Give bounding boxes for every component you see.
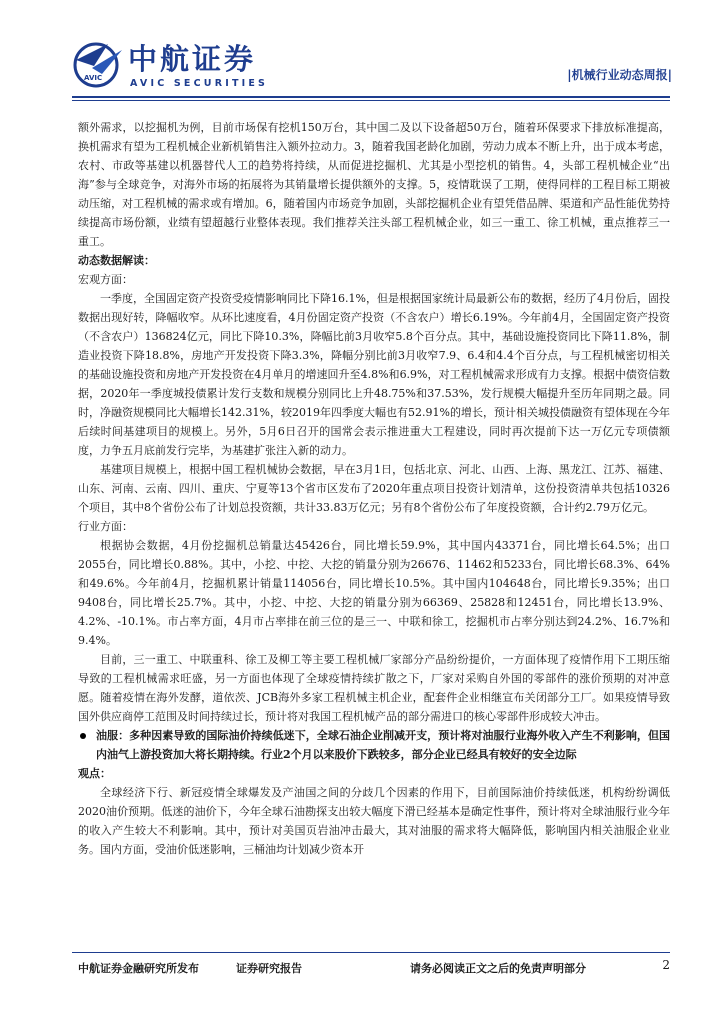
macro-label: 宏观方面： xyxy=(78,273,133,286)
footer-divider xyxy=(72,952,670,953)
brand-name-en: AVIC SECURITIES xyxy=(130,78,269,89)
footer-doc-type: 证券研究报告 xyxy=(236,962,302,975)
report-type-label: |机械行业动态周报| xyxy=(567,68,672,82)
oil-services-text: 油服：多种因素导致的国际油价持续低迷下，全球石油企业削减开支，预计将对油服行业海外收入产生不利影响，但国内油气上游投资加大将长期持续。行业2个月以来股价下跌较多，部分企业已经具有较好的安全边际 xyxy=(96,729,670,761)
page-header xyxy=(72,40,672,102)
industry-label: 行业方面： xyxy=(78,520,133,533)
page-number: 2 xyxy=(662,958,670,972)
industry-paragraph-1: 根据协会数据，4月份挖掘机总销量达45426台，同比增长59.9%，其中国内43371台，同比增长64.5%；出口2055台，同比增长0.88%。其中，小挖、中挖、大挖的销量分别为26676、11462和5233台，同比增长68.3%、64%和49.6%。今年前4月，挖掘机累计销量114056台，同比增长10.5%。其中国内104648台，同比增长9.35%；出口9408台，同比增长25.7%。其中，小挖、中挖、大挖的销量分别为66369、25828和12451台，同比增长13.9%、4.2%、-10.1%。市占率方面，4月市占率排在前三位的是三一、中联和徐工，挖掘机市占率分别达到24.2%、16.7%和9.4%。 xyxy=(78,539,670,647)
page-footer xyxy=(78,960,670,980)
bullet-dot-icon xyxy=(80,733,86,739)
views-label: 观点： xyxy=(78,767,111,780)
oil-services-bullet xyxy=(78,726,670,764)
brand-name-cn: 中航证券 xyxy=(128,42,257,76)
macro-paragraph-2: 基建项目规模上，根据中国工程机械协会数据，早在3月1日，包括北京、河北、山西、上海、黑龙江、江苏、福建、山东、河南、云南、四川、重庆、宁夏等13个省市区发布了2020年重点项目投资计划清单，这份投资清单共包括10326个项目，其中8个省份公布了计划总投资额，共计33.83万亿元；另有8个省份公布了年度投资额，合计约2.79万亿元。 xyxy=(78,463,670,514)
logo-badge-text: AVIC xyxy=(84,74,103,82)
report-body xyxy=(78,118,670,859)
avic-logo-icon xyxy=(72,40,124,88)
intro-paragraph: 额外需求，以挖掘机为例，目前市场保有挖机150万台，其中国二及以下设备超50万台，随着环保要求下排放标准提高，换机需求有望为工程机械企业新机销售注入额外拉动力。3，随着我国老龄化加剧，劳动力成本不断上升，出于成本考虑，农村、市政等基建以机器替代人工的趋势将持续，从而促进挖掘机、尤其是小型挖机的销售。4，头部工程机械企业“出海”参与全球竞争，对海外市场的拓展将为其销量增长提供额外的支撑。5，疫情耽误了工期，使得同样的工程目标工期被动压缩，对工程机械的需求或有增加。6，随着国内市场竞争加剧，头部挖掘机企业有望凭借品牌、渠道和产品性能优势持续提高市场份额，业绩有望超越行业整体表现。我们推荐关注头部工程机械企业，如三一重工、徐工机械，重点推荐三一重工。 xyxy=(78,121,670,248)
section-title: 动态数据解读： xyxy=(78,254,155,267)
footer-disclaimer: 请务必阅读正文之后的免责声明部分 xyxy=(410,962,586,975)
footer-publisher: 中航证券金融研究所发布 xyxy=(78,962,199,975)
macro-paragraph-1: 一季度，全国固定资产投资受疫情影响同比下降16.1%，但是根据国家统计局最新公布的数据，经历了4月份后，固投数据出现好转，降幅收窄。从环比速度看，4月份固定资产投资（不含农户）增长6.19%。今年前4月，全国固定资产投资（不含农户）136824亿元，同比下降10.3%，降幅比前3月收窄5.8个百分点。其中，基础设施投资同比下降11.8%，制造业投资下降18.8%，房地产开发投资下降3.3%，降幅分别比前3月收窄7.9、6.4和4.4个百分点，与工程机械密切相关的基础设施投资和房地产开发投资在4月单月的增速回升至4.8%和6.9%，对工程机械需求形成有力支撑。根据中债资信数据，2020年一季度城投债累计发行支数和规模分别同比上升48.75%和37.53%，发行规模大幅提升至历年同期之最。同时，净融资规模同比大幅增长142.31%，较2019年四季度大幅也有52.91%的增长，预计相关城投债融资有望体现在今年后续时间基建项目的规模上。另外，5月6日召开的国常会表示推进重大工程建设，同时再次提前下达一万亿元专项债额度，力争五月底前发行完毕，为基建扩张注入新的动力。 xyxy=(78,292,670,457)
views-paragraph: 全球经济下行、新冠疫情全球爆发及产油国之间的分歧几个因素的作用下，目前国际油价持续低迷，机构纷纷调低2020油价预期。低迷的油价下，今年全球石油勘探支出较大幅度下滑已经基本是确定性事件，预计将对全球油服行业今年的收入产生较大不利影响。其中，预计对美国页岩油冲击最大，其对油服的需求将大幅降低，影响国内相关油服企业业务。国内方面，受油价低迷影响，三桶油均计划减少资本开 xyxy=(78,786,670,856)
header-divider-thin xyxy=(72,100,670,101)
header-divider xyxy=(72,96,670,98)
industry-paragraph-2: 目前，三一重工、中联重科、徐工及柳工等主要工程机械厂家部分产品纷纷提价，一方面体现了疫情作用下工期压缩导致的工程机械需求旺盛，另一方面也体现了全球疫情持续扩散之下，厂家对采购自外国的零部件的涨价预期的对冲意愿。随着疫情在海外发酵，道依茨、JCB海外多家工程机械主机企业，配套件企业相继宣布关闭部分工厂。如果疫情导致国外供应商停工范围及时间持续过长，预计将对我国工程机械产品的部分需进口的核心零部件形成较大冲击。 xyxy=(78,653,670,723)
